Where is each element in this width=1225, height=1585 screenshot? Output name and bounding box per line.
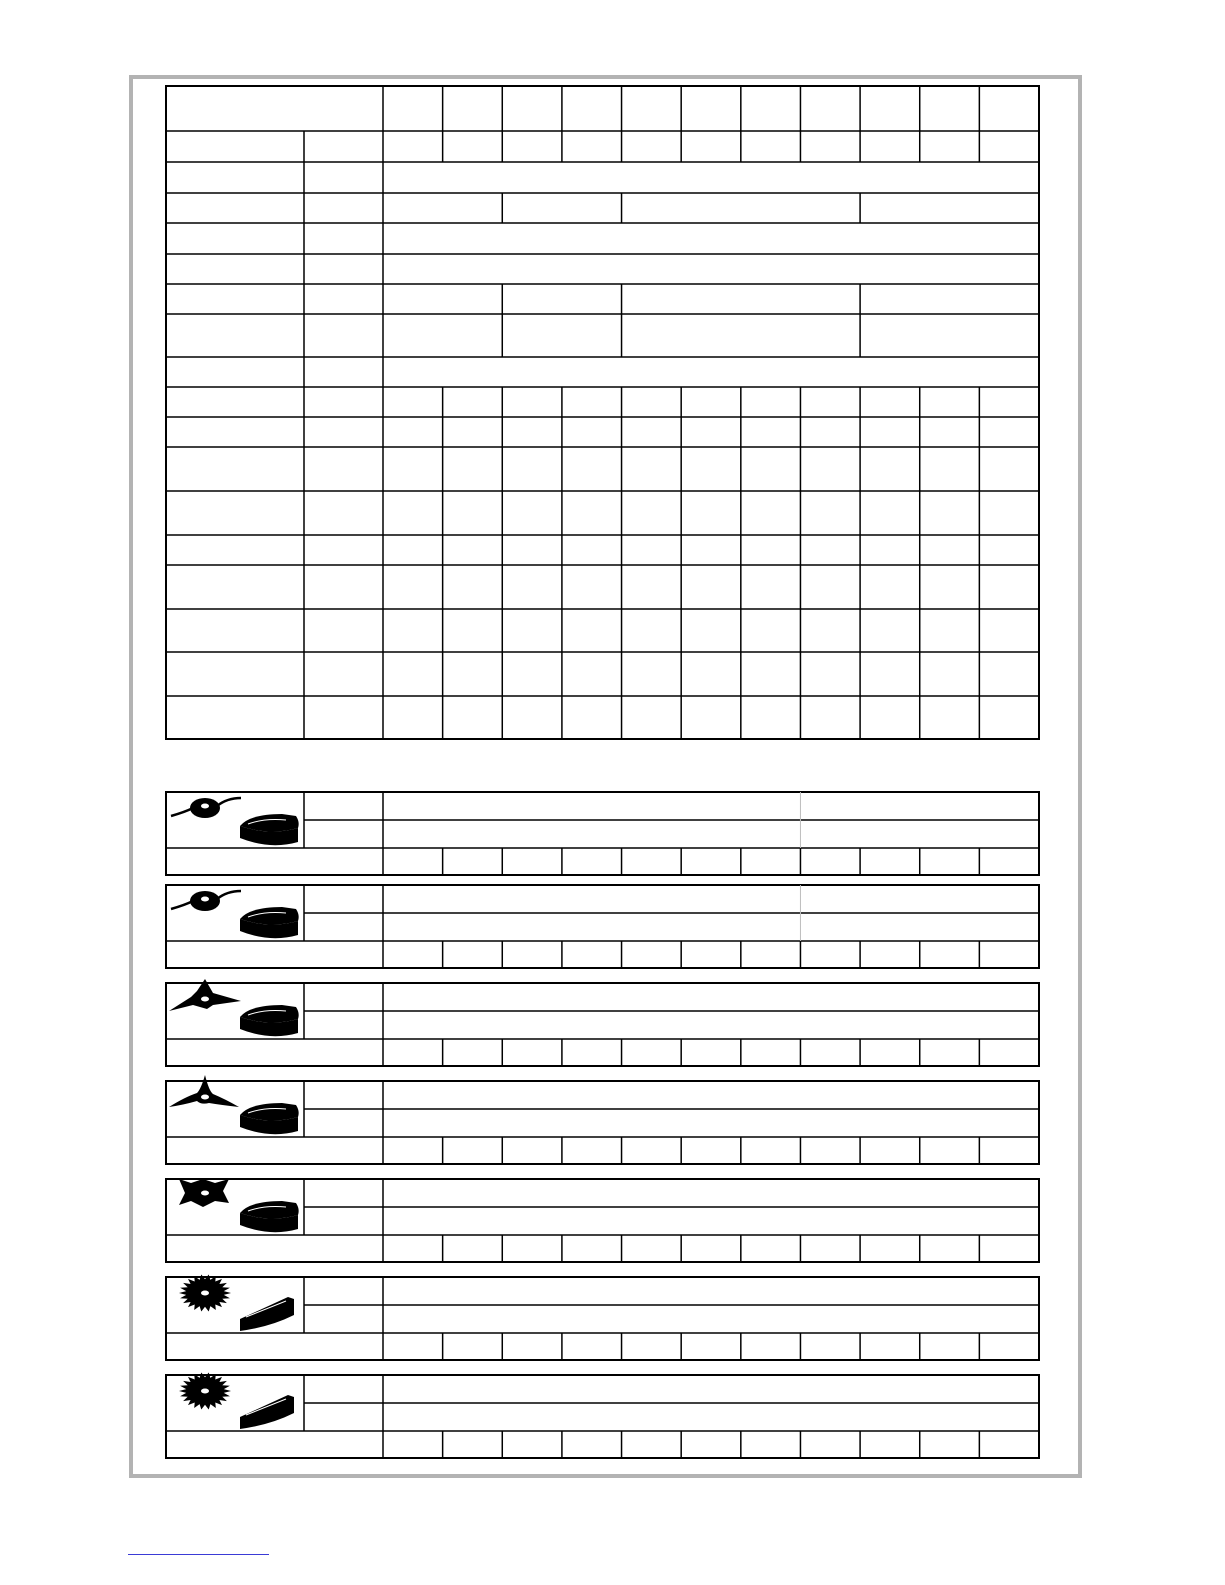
blade-four-tooth-icon bbox=[179, 1179, 229, 1207]
attachment-table-border bbox=[166, 1277, 1039, 1360]
attachment-table bbox=[166, 1179, 1039, 1262]
attachment-table bbox=[166, 1373, 1039, 1459]
guard-round-icon bbox=[240, 1103, 299, 1134]
guard-round-icon bbox=[240, 1201, 299, 1232]
attachment-table-border bbox=[166, 1375, 1039, 1458]
guard-round-icon bbox=[240, 1005, 299, 1036]
trimmer-head-line-icon bbox=[171, 798, 241, 818]
footer-link-underline bbox=[128, 1554, 269, 1555]
attachment-table bbox=[166, 979, 1039, 1066]
trimmer-head-line-icon bbox=[171, 891, 241, 911]
guard-wedge-icon bbox=[240, 1297, 294, 1331]
spec-table bbox=[166, 86, 1039, 739]
attachment-table bbox=[166, 1075, 1039, 1164]
attachment-table bbox=[166, 792, 1039, 875]
saw-blade-icon bbox=[179, 1275, 231, 1312]
guard-round-icon bbox=[240, 814, 299, 845]
spec-table-border bbox=[166, 86, 1039, 739]
attachment-table bbox=[166, 885, 1039, 968]
saw-blade-icon bbox=[179, 1373, 231, 1410]
guard-round-icon bbox=[240, 907, 299, 938]
attachment-table bbox=[166, 1275, 1039, 1361]
blade-three-point-icon bbox=[169, 1075, 239, 1107]
guard-wedge-icon bbox=[240, 1395, 294, 1429]
attachment-tables bbox=[166, 792, 1039, 1458]
